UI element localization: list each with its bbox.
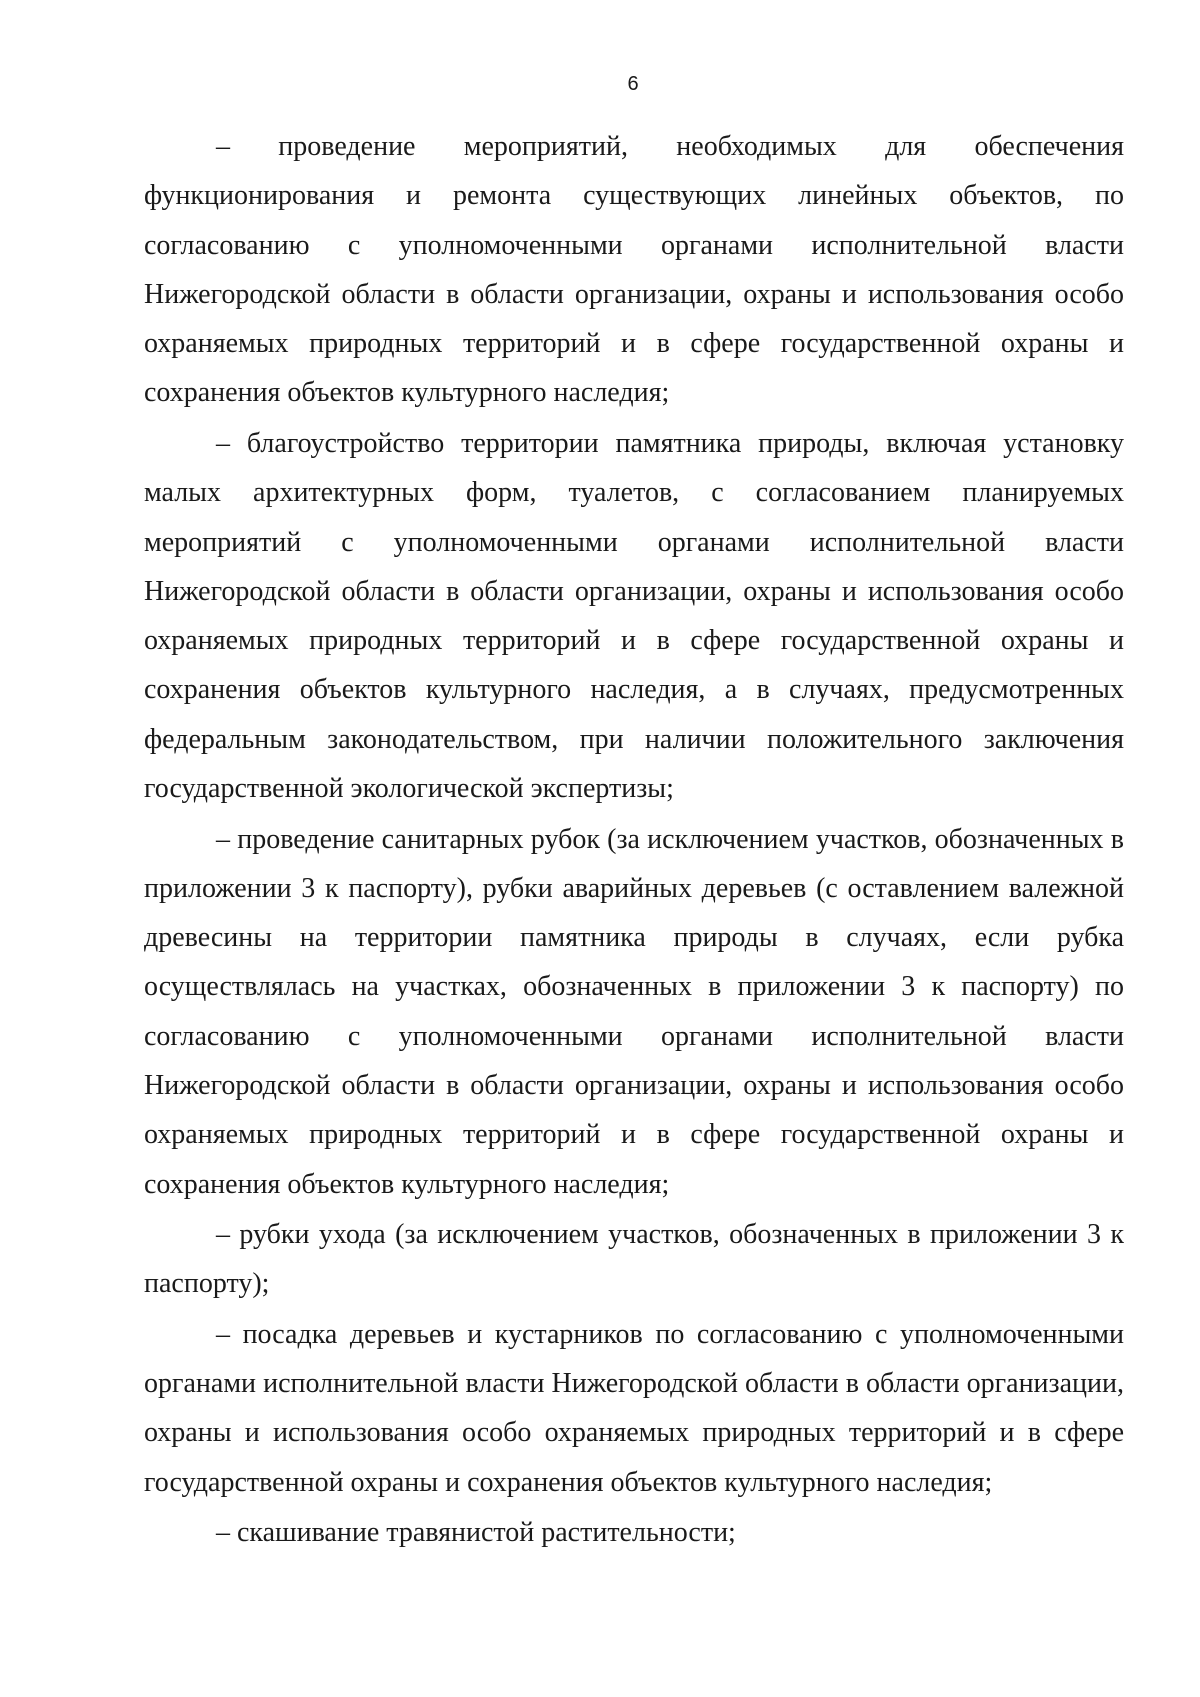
- paragraph-sanitary-felling: – проведение санитарных рубок (за исключением участков, обозначенных в приложении 3 к паспорту), рубки аварийных деревьев (с оставлением валежной древесины на территории памятника природы в случаях, если рубка осуществлялась на участках, обозначенных в приложении 3 к паспорту) по согласованию с уполномоченными органами исполнительной власти Нижегородской области в области организации, охраны и использования особо охраняемых природных территорий и в сфере государственной охраны и сохранения объектов культурного наследия;: [144, 823, 1124, 1200]
- paragraph-linear-objects: – проведение мероприятий, необходимых для обеспечения функционирования и ремонта существующих линейных объектов, по согласованию с уполномоченными органами исполнительной власти Нижегородской области в области организации, охраны и использования особо охраняемых природных территорий и в сфере государственной охраны и сохранения объектов культурного наследия;: [144, 131, 1124, 409]
- paragraph-planting: – посадка деревьев и кустарников по согласованию с уполномоченными органами исполнительной власти Нижегородской области в области организации, охраны и использования особо охраняемых природных территорий и в сфере государственной охраны и сохранения объектов культурного наследия;: [144, 1318, 1124, 1498]
- document-body: [144, 122, 1124, 1559]
- paragraph-landscaping: – благоустройство территории памятника природы, включая установку малых архитектурных форм, туалетов, с согласованием планируемых мероприятий с уполномоченными органами исполнительной власти Нижегородской области в области организации, охраны и использования особо охраняемых природных территорий и в сфере государственной охраны и сохранения объектов культурного наследия, а в случаях, предусмотренных федеральным законодательством, при наличии положительного заключения государственной экологической экспертизы;: [144, 427, 1124, 805]
- paragraph-mowing: – скашивание травянистой растительности;: [216, 1517, 736, 1549]
- paragraph-thinning: – рубки ухода (за исключением участков, обозначенных в приложении 3 к паспорту);: [144, 1219, 1124, 1300]
- page-number: 6: [627, 73, 639, 95]
